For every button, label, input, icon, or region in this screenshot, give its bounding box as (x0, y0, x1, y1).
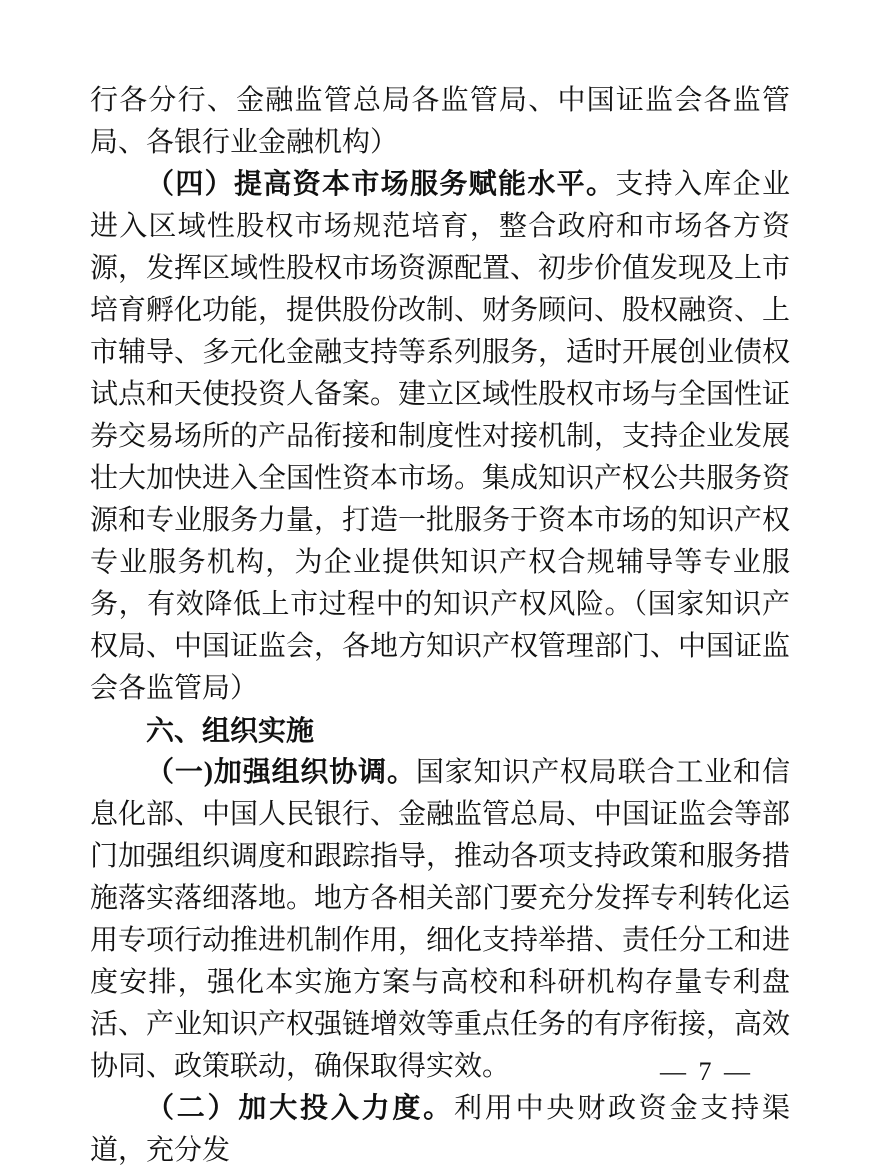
paragraph-section-4 (90, 164, 790, 710)
paragraph-lead: （四）提高资本市场服务赋能水平。 (146, 169, 616, 200)
paragraph-text: 国家知识产权局联合工业和信息化部、中国人民银行、金融监管总局、中国证监会等部门加强组织调度和跟踪指导，推动各项支持政策和服务措施落实落细落地。地方各相关部门要充分发挥专利转化运用专项行动推进机制作用，细化支持举措、责任分工和进度安排，强化本实施方案与高校和科研机构存量专利盘活、产业知识产权强链增效等重点任务的有序衔接，高效协同、政策联动，确保取得实效。 (90, 757, 791, 1082)
paragraph-lead: （二）加大投入力度。 (146, 1093, 454, 1124)
section-heading-organization: 六、组织实施 (146, 715, 315, 746)
paragraph-text: 行各分行、金融监管总局各监管局、中国证监会各监管局、各银行业金融机构） (90, 85, 790, 158)
paragraph-text: 支持入库企业进入区域性股权市场规范培育，整合政府和市场各方资源，发挥区域性股权市场资源配置、初步价值发现及上市培育孵化功能，提供股份改制、财务顾问、股权融资、上市辅导、多元化金融支持等系列服务，适时开展创业债权试点和天使投资人备案。建立区域性股权市场与全国性证券交易场所的产品衔接和制度性对接机制，支持企业发展壮大加快进入全国性资本市场。集成知识产权公共服务资源和专业服务力量，打造一批服务于资本市场的知识产权专业服务机构，为企业提供知识产权合规辅导等专业服务，有效降低上市过程中的知识产权风险。（国家知识产权局、中国证监会，各地方知识产权管理部门、中国证监会各监管局） (90, 169, 791, 704)
document-text-block (90, 80, 790, 1172)
page-number: — 7 — (660, 1057, 753, 1086)
paragraph-lead: （一)加强组织协调。 (146, 757, 416, 788)
paragraph-item-1 (90, 752, 790, 1088)
paragraph-text: 利用中央财政资金支持渠道，充分发 (90, 1093, 790, 1166)
paragraph-item-2 (90, 1088, 790, 1172)
paragraph-continuation (90, 80, 790, 164)
